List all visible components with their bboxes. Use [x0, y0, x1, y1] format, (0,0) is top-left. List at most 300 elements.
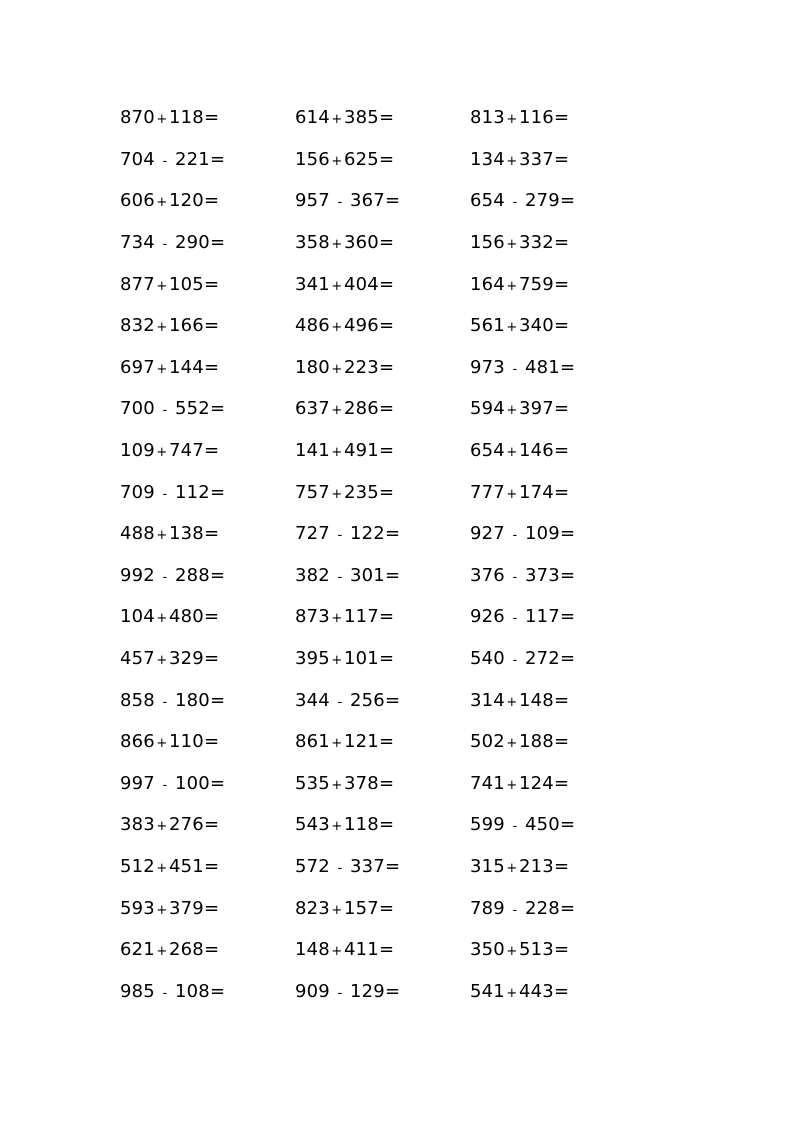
operand-b: 491: [343, 440, 379, 462]
equals-sign: =: [378, 148, 395, 170]
equals-sign: =: [203, 814, 220, 836]
minus-sign: -: [512, 902, 518, 918]
math-problem: [470, 648, 645, 669]
math-problem: [470, 981, 645, 1002]
equals-sign: =: [378, 273, 395, 295]
operand-a: 164: [470, 273, 505, 295]
math-problem: [470, 690, 645, 711]
math-problem: [120, 939, 295, 960]
operand-b: 360: [343, 232, 379, 254]
problem-row: [120, 763, 645, 805]
equals-sign: =: [209, 980, 226, 1002]
equals-sign: =: [384, 689, 401, 711]
operand-b: 116: [518, 107, 554, 129]
math-problem: [470, 898, 645, 919]
plus-sign: +: [506, 860, 518, 876]
problem-row: [120, 929, 645, 971]
equals-sign: =: [203, 440, 220, 462]
minus-sign: -: [337, 694, 343, 710]
math-problem: [120, 440, 295, 461]
math-problem: [295, 731, 470, 752]
operand-b: 279: [524, 190, 560, 212]
math-problem: [470, 232, 645, 253]
math-problem: [470, 856, 645, 877]
operand-b: 138: [168, 523, 204, 545]
minus-sign: -: [337, 860, 343, 876]
math-problem: [295, 190, 470, 211]
plus-sign: +: [506, 694, 518, 710]
operand-a: 156: [470, 232, 505, 254]
plus-sign: +: [506, 486, 518, 502]
operand-b: 451: [168, 855, 204, 877]
operand-a: 488: [120, 523, 155, 545]
plus-sign: +: [156, 112, 168, 128]
plus-sign: +: [331, 736, 343, 752]
operand-a: 654: [470, 440, 505, 462]
operand-a: 832: [120, 315, 155, 337]
minus-sign: -: [162, 569, 168, 585]
equals-sign: =: [553, 855, 570, 877]
math-problem: [120, 648, 295, 669]
plus-sign: +: [331, 237, 343, 253]
plus-sign: +: [331, 653, 343, 669]
equals-sign: =: [553, 273, 570, 295]
operand-b: 110: [168, 731, 204, 753]
minus-sign: -: [512, 528, 518, 544]
math-problem: [470, 565, 645, 586]
operand-b: 404: [343, 273, 379, 295]
plus-sign: +: [506, 736, 518, 752]
operand-b: 513: [518, 939, 554, 961]
operand-a: 697: [120, 356, 155, 378]
problem-row: [120, 180, 645, 222]
minus-sign: -: [512, 569, 518, 585]
operand-a: 358: [295, 232, 330, 254]
plus-sign: +: [331, 320, 343, 336]
operand-b: 109: [524, 523, 560, 545]
plus-sign: +: [156, 819, 168, 835]
problem-row: [120, 139, 645, 181]
equals-sign: =: [384, 564, 401, 586]
math-problem: [295, 606, 470, 627]
operand-a: 709: [120, 481, 155, 503]
operand-b: 117: [524, 606, 560, 628]
operand-a: 148: [295, 939, 330, 961]
operand-a: 870: [120, 107, 155, 129]
operand-a: 156: [295, 148, 330, 170]
equals-sign: =: [203, 356, 220, 378]
operand-a: 344: [295, 689, 330, 711]
plus-sign: +: [331, 777, 343, 793]
math-problem: [295, 315, 470, 336]
operand-b: 112: [174, 481, 210, 503]
math-problem: [120, 814, 295, 835]
operand-a: 141: [295, 440, 330, 462]
operand-a: 777: [470, 481, 505, 503]
operand-a: 315: [470, 855, 505, 877]
math-problem: [295, 440, 470, 461]
math-problem: [295, 565, 470, 586]
operand-a: 654: [470, 190, 505, 212]
operand-a: 741: [470, 772, 505, 794]
operand-b: 180: [174, 689, 210, 711]
operand-a: 873: [295, 606, 330, 628]
operand-a: 813: [470, 107, 505, 129]
operand-b: 148: [518, 689, 554, 711]
plus-sign: +: [156, 860, 168, 876]
operand-a: 593: [120, 897, 155, 919]
problem-row: [120, 596, 645, 638]
math-problem: [470, 482, 645, 503]
equals-sign: =: [384, 190, 401, 212]
math-problem: [120, 357, 295, 378]
equals-sign: =: [559, 897, 576, 919]
equals-sign: =: [559, 564, 576, 586]
equals-sign: =: [559, 356, 576, 378]
plus-sign: +: [331, 153, 343, 169]
operand-b: 166: [168, 315, 204, 337]
operand-b: 272: [524, 648, 560, 670]
math-problem: [470, 315, 645, 336]
operand-a: 973: [470, 356, 505, 378]
operand-a: 985: [120, 980, 155, 1002]
operand-b: 552: [174, 398, 210, 420]
operand-b: 480: [168, 606, 204, 628]
operand-a: 594: [470, 398, 505, 420]
operand-b: 117: [343, 606, 379, 628]
equals-sign: =: [203, 731, 220, 753]
problem-row: [120, 721, 645, 763]
problem-row: [120, 970, 645, 1012]
operand-a: 395: [295, 648, 330, 670]
operand-a: 383: [120, 814, 155, 836]
equals-sign: =: [553, 440, 570, 462]
operand-b: 108: [174, 980, 210, 1002]
minus-sign: -: [337, 528, 343, 544]
equals-sign: =: [378, 772, 395, 794]
math-problem: [120, 773, 295, 794]
problem-row: [120, 305, 645, 347]
math-problem: [120, 190, 295, 211]
problem-row: [120, 347, 645, 389]
equals-sign: =: [553, 939, 570, 961]
operand-b: 129: [349, 980, 385, 1002]
math-problem: [470, 606, 645, 627]
math-problem: [295, 981, 470, 1002]
math-problem: [120, 482, 295, 503]
minus-sign: -: [162, 403, 168, 419]
plus-sign: +: [331, 278, 343, 294]
math-problem: [295, 232, 470, 253]
operand-b: 367: [349, 190, 385, 212]
equals-sign: =: [203, 190, 220, 212]
operand-b: 411: [343, 939, 379, 961]
operand-b: 188: [518, 731, 554, 753]
operand-a: 535: [295, 772, 330, 794]
operand-a: 180: [295, 356, 330, 378]
operand-a: 734: [120, 232, 155, 254]
equals-sign: =: [378, 232, 395, 254]
operand-a: 637: [295, 398, 330, 420]
operand-a: 314: [470, 689, 505, 711]
operand-b: 121: [343, 731, 379, 753]
plus-sign: +: [156, 611, 168, 627]
math-problem: [295, 107, 470, 128]
plus-sign: +: [156, 902, 168, 918]
equals-sign: =: [209, 232, 226, 254]
operand-b: 288: [174, 564, 210, 586]
operand-a: 109: [120, 440, 155, 462]
plus-sign: +: [506, 944, 518, 960]
plus-sign: +: [156, 320, 168, 336]
math-problem: [470, 731, 645, 752]
math-problem: [470, 523, 645, 544]
equals-sign: =: [559, 606, 576, 628]
operand-a: 486: [295, 315, 330, 337]
plus-sign: +: [156, 361, 168, 377]
problem-row: [120, 471, 645, 513]
operand-b: 101: [343, 648, 379, 670]
operand-a: 457: [120, 648, 155, 670]
operand-a: 621: [120, 939, 155, 961]
operand-a: 789: [470, 897, 505, 919]
math-problem: [470, 440, 645, 461]
operand-a: 877: [120, 273, 155, 295]
equals-sign: =: [553, 772, 570, 794]
math-problem: [470, 274, 645, 295]
math-problem: [120, 731, 295, 752]
operand-b: 124: [518, 772, 554, 794]
problem-row: [120, 222, 645, 264]
operand-b: 332: [518, 232, 554, 254]
operand-b: 122: [349, 523, 385, 545]
math-problem: [120, 856, 295, 877]
equals-sign: =: [553, 315, 570, 337]
operand-b: 146: [518, 440, 554, 462]
math-problem: [470, 107, 645, 128]
minus-sign: -: [512, 195, 518, 211]
operand-a: 502: [470, 731, 505, 753]
plus-sign: +: [331, 944, 343, 960]
operand-b: 105: [168, 273, 204, 295]
minus-sign: -: [512, 611, 518, 627]
math-problem: [120, 898, 295, 919]
equals-sign: =: [378, 398, 395, 420]
math-problem: [120, 606, 295, 627]
operand-a: 861: [295, 731, 330, 753]
operand-a: 614: [295, 107, 330, 129]
minus-sign: -: [512, 819, 518, 835]
operand-a: 376: [470, 564, 505, 586]
equals-sign: =: [378, 107, 395, 129]
problem-row: [120, 97, 645, 139]
operand-a: 997: [120, 772, 155, 794]
equals-sign: =: [384, 855, 401, 877]
problem-row: [120, 887, 645, 929]
operand-a: 957: [295, 190, 330, 212]
equals-sign: =: [378, 814, 395, 836]
math-problem: [470, 939, 645, 960]
math-problem: [470, 773, 645, 794]
plus-sign: +: [331, 902, 343, 918]
problem-row: [120, 263, 645, 305]
plus-sign: +: [506, 278, 518, 294]
math-problem: [120, 149, 295, 170]
operand-b: 290: [174, 232, 210, 254]
operand-a: 909: [295, 980, 330, 1002]
math-problem: [120, 565, 295, 586]
equals-sign: =: [209, 689, 226, 711]
operand-b: 223: [343, 356, 379, 378]
operand-a: 541: [470, 980, 505, 1002]
minus-sign: -: [512, 653, 518, 669]
equals-sign: =: [203, 523, 220, 545]
plus-sign: +: [506, 237, 518, 253]
math-problem: [295, 482, 470, 503]
plus-sign: +: [506, 320, 518, 336]
math-problem: [470, 190, 645, 211]
minus-sign: -: [162, 985, 168, 1001]
minus-sign: -: [512, 361, 518, 377]
math-problem: [120, 232, 295, 253]
equals-sign: =: [384, 523, 401, 545]
equals-sign: =: [378, 648, 395, 670]
equals-sign: =: [203, 107, 220, 129]
math-problem: [120, 523, 295, 544]
operand-b: 378: [343, 772, 379, 794]
operand-b: 496: [343, 315, 379, 337]
operand-b: 337: [518, 148, 554, 170]
math-problem: [120, 690, 295, 711]
equals-sign: =: [209, 148, 226, 170]
operand-b: 157: [343, 897, 379, 919]
minus-sign: -: [337, 195, 343, 211]
operand-a: 823: [295, 897, 330, 919]
operand-b: 759: [518, 273, 554, 295]
math-problem: [295, 690, 470, 711]
equals-sign: =: [209, 564, 226, 586]
plus-sign: +: [156, 653, 168, 669]
equals-sign: =: [378, 315, 395, 337]
problem-row: [120, 846, 645, 888]
operand-b: 481: [524, 356, 560, 378]
operand-a: 543: [295, 814, 330, 836]
math-problem: [295, 274, 470, 295]
plus-sign: +: [331, 819, 343, 835]
operand-b: 379: [168, 897, 204, 919]
operand-b: 286: [343, 398, 379, 420]
equals-sign: =: [203, 855, 220, 877]
math-problem: [295, 856, 470, 877]
equals-sign: =: [378, 481, 395, 503]
problem-row: [120, 430, 645, 472]
operand-b: 118: [168, 107, 204, 129]
plus-sign: +: [156, 944, 168, 960]
plus-sign: +: [506, 777, 518, 793]
operand-b: 340: [518, 315, 554, 337]
equals-sign: =: [209, 481, 226, 503]
operand-a: 727: [295, 523, 330, 545]
operand-a: 599: [470, 814, 505, 836]
math-problem: [295, 898, 470, 919]
minus-sign: -: [162, 486, 168, 502]
math-problem: [470, 149, 645, 170]
plus-sign: +: [156, 278, 168, 294]
plus-sign: +: [331, 486, 343, 502]
operand-a: 866: [120, 731, 155, 753]
equals-sign: =: [209, 772, 226, 794]
equals-sign: =: [559, 648, 576, 670]
operand-b: 221: [174, 148, 210, 170]
math-problem: [120, 315, 295, 336]
plus-sign: +: [506, 153, 518, 169]
worksheet: [120, 97, 645, 1012]
operand-a: 926: [470, 606, 505, 628]
operand-a: 858: [120, 689, 155, 711]
operand-a: 512: [120, 855, 155, 877]
operand-b: 450: [524, 814, 560, 836]
operand-b: 144: [168, 356, 204, 378]
equals-sign: =: [378, 356, 395, 378]
operand-b: 268: [168, 939, 204, 961]
equals-sign: =: [559, 814, 576, 836]
problem-row: [120, 388, 645, 430]
minus-sign: -: [162, 237, 168, 253]
equals-sign: =: [553, 980, 570, 1002]
operand-b: 385: [343, 107, 379, 129]
operand-a: 382: [295, 564, 330, 586]
plus-sign: +: [156, 736, 168, 752]
operand-a: 704: [120, 148, 155, 170]
equals-sign: =: [553, 148, 570, 170]
math-problem: [295, 814, 470, 835]
math-problem: [295, 398, 470, 419]
operand-a: 104: [120, 606, 155, 628]
operand-b: 443: [518, 980, 554, 1002]
equals-sign: =: [203, 897, 220, 919]
equals-sign: =: [203, 273, 220, 295]
math-problem: [470, 814, 645, 835]
equals-sign: =: [553, 398, 570, 420]
operand-b: 120: [168, 190, 204, 212]
math-problem: [295, 939, 470, 960]
math-problem: [295, 523, 470, 544]
operand-b: 373: [524, 564, 560, 586]
operand-a: 540: [470, 648, 505, 670]
equals-sign: =: [384, 980, 401, 1002]
operand-b: 174: [518, 481, 554, 503]
math-problem: [120, 107, 295, 128]
plus-sign: +: [156, 528, 168, 544]
equals-sign: =: [559, 523, 576, 545]
plus-sign: +: [156, 445, 168, 461]
equals-sign: =: [209, 398, 226, 420]
operand-a: 927: [470, 523, 505, 545]
plus-sign: +: [506, 403, 518, 419]
minus-sign: -: [337, 569, 343, 585]
math-problem: [295, 648, 470, 669]
operand-a: 757: [295, 481, 330, 503]
math-problem: [470, 357, 645, 378]
equals-sign: =: [553, 107, 570, 129]
minus-sign: -: [162, 777, 168, 793]
equals-sign: =: [378, 606, 395, 628]
operand-b: 625: [343, 148, 379, 170]
equals-sign: =: [378, 897, 395, 919]
equals-sign: =: [553, 731, 570, 753]
math-problem: [295, 773, 470, 794]
plus-sign: +: [331, 403, 343, 419]
